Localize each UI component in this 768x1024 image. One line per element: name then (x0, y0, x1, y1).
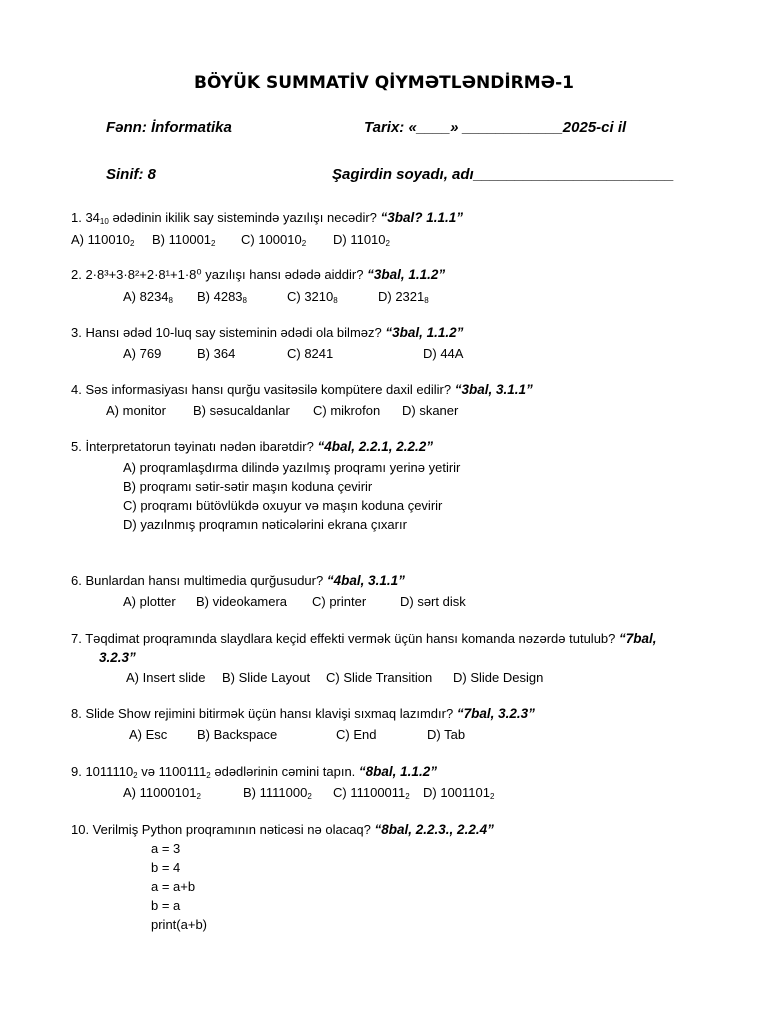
points-label: “8bal, 2.2.3., 2.2.4” (374, 822, 494, 837)
question-text: 7. Təqdimat proqramında slaydlara keçid effekti vermək üçün hansı komanda nəzərdə tutulub? (71, 631, 619, 646)
question-3 (71, 325, 463, 340)
points-label: “8bal, 1.1.2” (358, 764, 437, 779)
question-text: və 1100111 (137, 764, 207, 779)
grade-label: Sinif: 8 (106, 166, 157, 183)
option-b: B) videokamera (196, 594, 288, 609)
option-b: B) $110001_2$ (152, 232, 216, 248)
points-label: “4bal, 3.1.1” (326, 573, 405, 588)
question-text: 4. Səs informasiyası hansı qurğu vasitəsilə kompütere daxil edilir? (71, 382, 455, 397)
question-9 (71, 764, 437, 780)
question-text: 10. Verilmiş Python proqramının nəticəsi nə olacaq? (71, 822, 375, 837)
points-label: “3bal, 3.1.1” (454, 382, 533, 397)
option-a: A) monitor (106, 403, 166, 418)
option-d: D) $11010_2$ (333, 232, 390, 248)
question-5 (71, 439, 433, 454)
option-a: A) proqramlaşdırma dilində yazılmış proqramı yerinə yetirir (123, 460, 461, 475)
option-b: B) 364 (197, 346, 236, 361)
option-d: D) Slide Design (453, 670, 544, 685)
option-b: B) Slide Layout (222, 670, 311, 685)
question-text: 3. Hansı ədəd 10-luq say sisteminin ədədi ola bilməz? (71, 325, 386, 340)
points-label: “7bal, 3.2.3” (456, 706, 535, 721)
code-line: a = 3 (151, 841, 181, 856)
option-d: D) yazılnmış proqramın nəticələrini ekrana çıxarır (123, 517, 407, 532)
question-text: ədədlərinin cəmini tapın. (210, 764, 359, 779)
option-d: D) 44A (423, 346, 464, 361)
option-d: D) sərt disk (400, 594, 466, 609)
points-label: “3bal? 1.1.1” (380, 210, 464, 225)
page-title: BÖYÜK SUMMATİV QİYMƏTLƏNDİRMƏ-1 (193, 73, 575, 93)
points-label: “3bal, 1.1.2” (385, 325, 464, 340)
subject-label: Fənn: İnformatika (106, 119, 232, 136)
question-text: 6. Bunlardan hansı multimedia qurğusudur? (71, 573, 327, 588)
option-c: C) $3210_8$ (287, 289, 338, 305)
question-6 (71, 573, 405, 588)
option-c: C) End (336, 727, 377, 742)
option-b: B) $4283_8$ (197, 289, 247, 305)
question-10 (71, 822, 494, 837)
code-line: b = 4 (151, 860, 181, 875)
student-name-field: Şagirdin soyadı, adı________________________ (332, 166, 674, 183)
option-a: A) plotter (123, 594, 176, 609)
option-a: A) $11000101_2$ (123, 785, 201, 801)
option-c: C) Slide Transition (326, 670, 433, 685)
option-a: A) Esc (129, 727, 168, 742)
question-text: 5. İnterpretatorun təyinatı nədən ibarətdir? (71, 439, 318, 454)
option-b: B) səsucaldanlar (193, 403, 290, 418)
option-b: B) $1111000_2$ (243, 785, 312, 801)
question-text: 9. 1011110 (71, 764, 134, 779)
option-c: C) $11100011_2$ (333, 785, 410, 801)
option-d: D) $1001101_2$ (423, 785, 495, 801)
subscript: 2 (206, 771, 211, 780)
option-d: D) skaner (402, 403, 459, 418)
option-a: A) 769 (123, 346, 162, 361)
question-text: 1. 34 (71, 210, 100, 225)
question-4 (71, 382, 533, 397)
option-b: B) Backspace (197, 727, 278, 742)
option-c: C) mikrofon (313, 403, 381, 418)
question-text: 8. Slide Show rejimini bitirmək üçün hansı klavişi sıxmaq lazımdır? (71, 706, 457, 721)
code-line: a = a+b (151, 879, 196, 894)
option-a: A) $8234_8$ (123, 289, 173, 305)
points-label-continued: 3.2.3” (99, 650, 136, 665)
question-1 (71, 210, 463, 226)
question-2 (71, 267, 445, 283)
code-line: b = a (151, 898, 181, 913)
option-c: C) $100010_2$ (241, 232, 307, 248)
question-text: ədədinin ikilik say sistemində yazılışı necədir? (108, 210, 381, 225)
code-line: print(a+b) (151, 917, 207, 932)
option-d: D) $2321_8$ (378, 289, 429, 305)
date-field: Tarix: «____» ____________2025-ci il (364, 119, 627, 136)
question-text: 2. 2·8³+3·8²+2·8¹+1·8⁰ yazılışı hansı ədədə aiddir? (71, 267, 368, 282)
option-c: C) 8241 (287, 346, 334, 361)
option-a: A) Insert slide (126, 670, 206, 685)
points-label: “3bal, 1.1.2” (367, 267, 446, 282)
subscript: 2 (133, 771, 138, 780)
option-a: A) $110010_2$ (71, 232, 135, 248)
question-8 (71, 706, 535, 721)
option-c: C) printer (312, 594, 367, 609)
option-d: D) Tab (427, 727, 466, 742)
question-7 (71, 631, 657, 646)
points-label: “7bal, (619, 631, 657, 646)
subscript: 10 (99, 217, 109, 226)
option-c: C) proqramı bütövlükdə oxuyur və maşın koduna çevirir (123, 498, 443, 513)
option-b: B) proqramı sətir-sətir maşın koduna çevirir (123, 479, 373, 494)
points-label: “4bal, 2.2.1, 2.2.2” (317, 439, 434, 454)
